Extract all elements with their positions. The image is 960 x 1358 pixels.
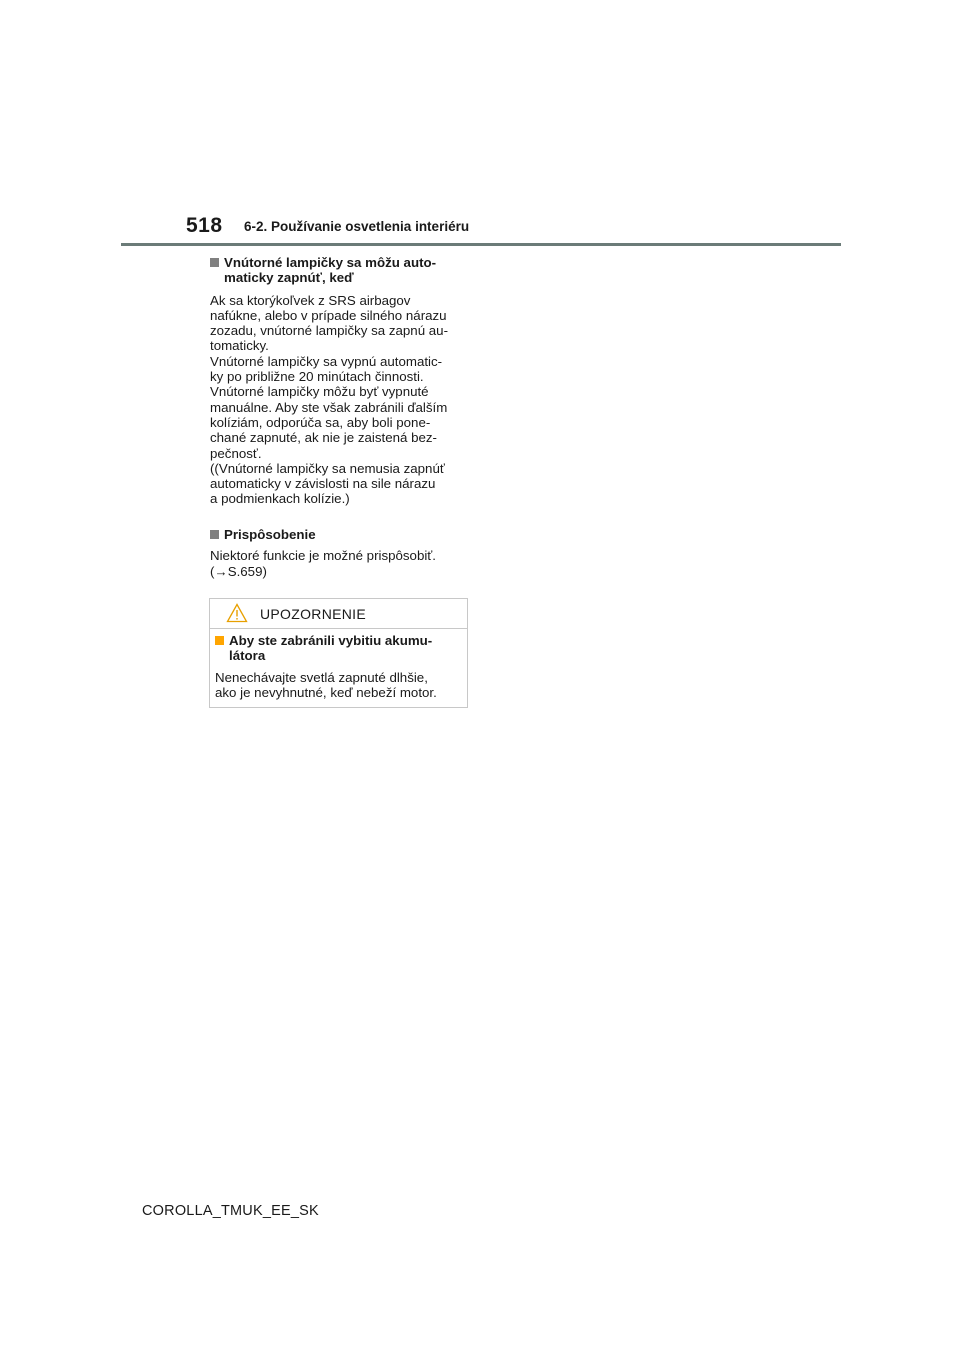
body-line: Nenechávajte svetlá zapnuté dlhšie, (215, 669, 428, 685)
caution-content (215, 633, 465, 700)
section-body (210, 293, 472, 507)
heading-line: látora (229, 648, 266, 664)
page-reference-link[interactable]: (→S.659) (210, 563, 267, 579)
caution-header (210, 599, 467, 629)
heading-line: Prispôsobenie (224, 527, 316, 542)
body-line: chané zapnuté, ak nie je zaistená bez- (210, 430, 437, 446)
section-body (210, 548, 472, 579)
heading-line: Aby ste zabránili vybitiu akumu- (229, 633, 433, 648)
footer-code: COROLLA_TMUK_EE_SK (142, 1203, 319, 1219)
caution-title: UPOZORNENIE (260, 606, 366, 622)
caution-text (215, 670, 465, 701)
page-number: 518 (186, 214, 223, 237)
heading-line: Vnútorné lampičky sa môžu auto- (224, 255, 437, 270)
caution-heading (215, 633, 465, 664)
section-heading (210, 527, 472, 542)
caution-box (209, 598, 468, 708)
section-title: 6-2. Používanie osvetlenia interiéru (244, 219, 470, 234)
body-line: manuálne. Aby ste však zabránili ďalším (210, 399, 448, 415)
body-line: automaticky v závislosti na sile nárazu (210, 476, 436, 492)
body-line: a podmienkach kolízie.) (210, 491, 350, 507)
body-line: pečnosť. (210, 445, 262, 461)
section-interior-lights-auto (210, 255, 472, 507)
body-line: Ak sa ktorýkoľvek z SRS airbagov (210, 292, 411, 308)
section-heading (210, 255, 472, 286)
body-line: kolíziám, odporúča sa, aby boli pone- (210, 414, 431, 430)
heading-line: maticky zapnúť, keď (224, 270, 354, 286)
square-bullet-icon (210, 258, 219, 267)
warning-triangle-icon (226, 603, 248, 623)
body-line: ky po približne 20 minútach činnosti. (210, 369, 424, 385)
square-bullet-icon (215, 636, 224, 645)
square-bullet-icon (210, 530, 219, 539)
body-line: Niektoré funkcie je možné prispôsobiť. (210, 548, 436, 564)
body-line: ako je nevyhnutné, keď nebeží motor. (215, 684, 437, 700)
body-line: Vnútorné lampičky sa vypnú automatic- (210, 353, 443, 369)
header-rule (121, 243, 841, 246)
body-line: ((Vnútorné lampičky sa nemusia zapnúť (210, 460, 445, 476)
body-line: nafúkne, alebo v prípade silného nárazu (210, 307, 447, 323)
body-line: tomaticky. (210, 338, 269, 354)
body-line: Vnútorné lampičky môžu byť vypnuté (210, 384, 429, 400)
body-line: zozadu, vnútorné lampičky sa zapnú au- (210, 323, 448, 339)
section-customization (210, 527, 472, 579)
